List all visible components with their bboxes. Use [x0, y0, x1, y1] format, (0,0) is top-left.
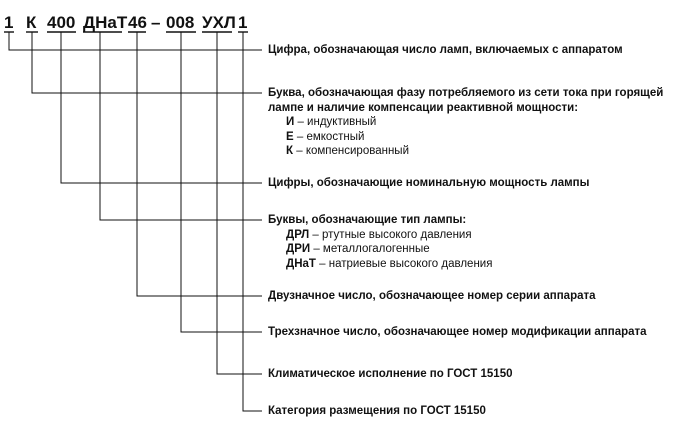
code-segment-dash: – — [151, 13, 161, 32]
leader-phase-letter — [32, 32, 262, 93]
item-key: К — [286, 145, 294, 157]
item-value: – емкостный — [296, 130, 365, 143]
leader-lamp-count — [9, 32, 262, 50]
leader-modification — [181, 32, 262, 332]
description-lamp-type — [268, 213, 693, 271]
item-key: ДРЛ — [286, 228, 310, 241]
leader-lines — [9, 32, 262, 411]
item-key: ДНаТ — [286, 257, 316, 270]
list-item — [268, 144, 693, 159]
description-climate — [268, 367, 693, 382]
item-value: – металлогалогенные — [313, 243, 430, 255]
description-text: Двузначное число, обозначающее номер серии аппарата — [268, 290, 596, 302]
list-item — [268, 257, 693, 272]
description-lamp-count — [268, 43, 693, 58]
description-text: Цифра, обозначающая число ламп, включаемых с аппаратом — [268, 44, 623, 56]
description-text: Климатическое исполнение по ГОСТ 15150 — [268, 368, 513, 380]
description-text: Трехзначное число, обозначающее номер модификации аппарата — [268, 326, 647, 338]
item-value: – натриевые высокого давления — [319, 257, 493, 270]
description-text: Категория размещения по ГОСТ 15150 — [268, 405, 486, 417]
description-phase-letter — [268, 86, 693, 159]
item-value: – компенсированный — [296, 145, 409, 157]
item-value: – индуктивный — [297, 116, 377, 128]
leader-climate — [217, 32, 262, 374]
leader-power — [61, 32, 262, 183]
item-key: ДРИ — [286, 243, 311, 255]
code-segment-climate: УХЛ — [202, 13, 236, 32]
list-item — [268, 228, 693, 243]
code-segment-phase-letter: К — [26, 13, 37, 32]
leader-placement — [243, 32, 262, 411]
code-segment-series: 46 — [128, 13, 147, 32]
item-key: Е — [286, 130, 294, 143]
list-item — [268, 130, 693, 145]
list-item — [268, 115, 693, 130]
code-segment-modification: 008 — [166, 13, 195, 32]
code-segment-power: 400 — [47, 13, 76, 32]
code-segment-placement: 1 — [238, 13, 248, 32]
description-text: Цифры, обозначающие номинальную мощность лампы — [268, 177, 590, 189]
description-text: Буквы, обозначающие тип лампы: — [268, 214, 467, 226]
code-segment-lamp-type: ДНаТ — [83, 13, 128, 32]
code-segment-lamp-count: 1 — [4, 13, 14, 32]
description-series — [268, 289, 693, 304]
item-key: И — [286, 116, 295, 128]
item-value: – ртутные высокого давления — [312, 228, 472, 241]
description-modification — [268, 325, 693, 340]
list-item — [268, 242, 693, 257]
description-text: Буква, обозначающая фазу потребляемого из сети тока при горящей лампе и наличие компенсации реактивной мощности: — [268, 87, 664, 114]
description-placement — [268, 404, 693, 419]
description-power — [268, 176, 693, 191]
